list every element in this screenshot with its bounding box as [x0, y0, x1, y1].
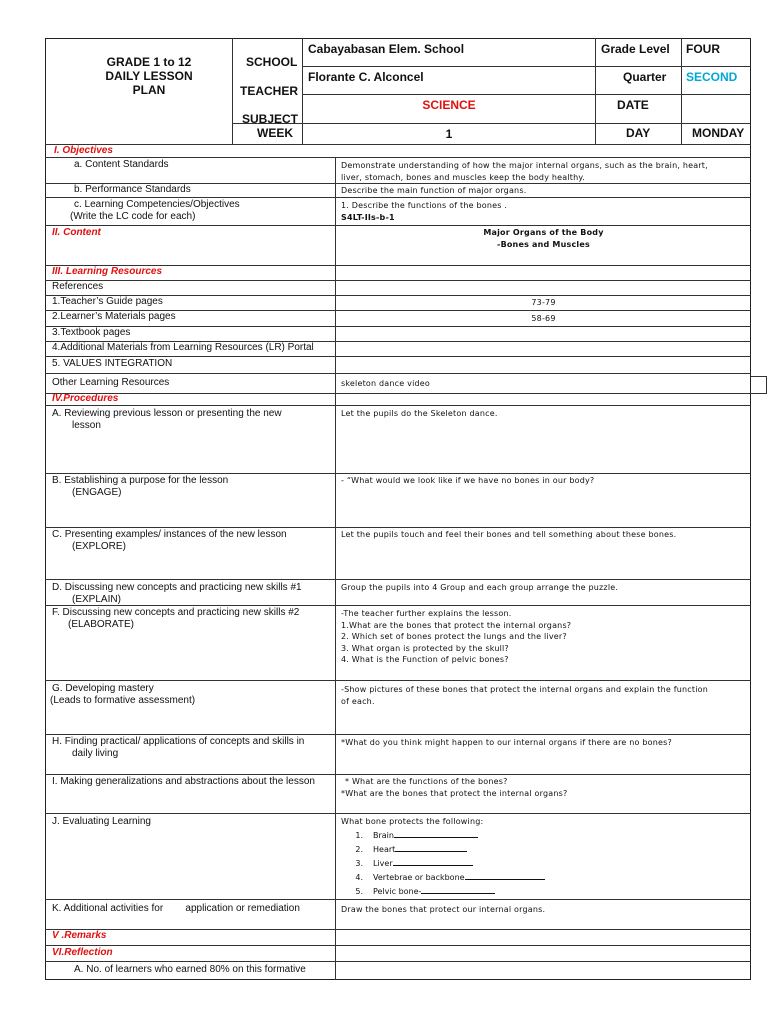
- grid-line: [45, 680, 751, 681]
- list-item: 4. Vertebrae or backbone: [341, 870, 545, 884]
- other-resources-label: Other Learning Resources: [52, 377, 170, 388]
- grade-level-value: FOUR: [686, 42, 720, 56]
- grid-line: [232, 38, 233, 144]
- remarks-heading: V .Remarks: [52, 930, 107, 941]
- step-a-value: Let the pupils do the Skeleton dance.: [341, 409, 498, 418]
- grid-line: [45, 899, 751, 900]
- grid-line: [45, 405, 751, 406]
- grid-line: [45, 945, 751, 946]
- grid-line: [45, 579, 751, 580]
- step-d-value: Group the pupils into 4 Group and each group arrange the puzzle.: [341, 583, 619, 592]
- evaluation-list: [341, 828, 545, 898]
- teachers-guide-label: 1.Teacher’s Guide pages: [52, 296, 163, 307]
- step-a-label: A. Reviewing previous lesson or presenting the new lesson: [52, 408, 282, 431]
- grid-line: [302, 66, 751, 67]
- teacher-label: TEACHER: [240, 84, 299, 98]
- learners-materials-label: 2.Learner’s Materials pages: [52, 311, 176, 322]
- subject-value: SCIENCE: [422, 98, 476, 112]
- step-f-value: -The teacher further explains the lesson. 1.What are the bones that protect the internal organs? 2. Which set of bones protect the lungs and the liver? 3. What organ is protected by the skull? 4. What is the Function of pelvic bones?: [341, 609, 572, 664]
- week-value: 1: [445, 127, 453, 141]
- grid-line: [335, 157, 336, 980]
- performance-standards-label: b. Performance Standards: [74, 184, 191, 195]
- step-c-label: C. Presenting examples/ instances of the new lesson (EXPLORE): [52, 529, 287, 552]
- step-k-label: K. Additional activities for application or remediation: [52, 903, 300, 914]
- grid-line: [45, 225, 751, 226]
- grid-line: [232, 123, 751, 124]
- textbook-label: 3.Textbook pages: [52, 327, 131, 338]
- step-g-label: G. Developing mastery (Leads to formative assessment): [50, 683, 196, 706]
- school-label: SCHOOL: [246, 55, 298, 69]
- step-g-value: -Show pictures of these bones that protect the internal organs and explain the function of each.: [341, 685, 708, 706]
- step-j-label: J. Evaluating Learning: [52, 816, 151, 827]
- values-label: 5. VALUES INTEGRATION: [52, 358, 173, 369]
- references-label: References: [52, 281, 104, 292]
- step-b-label: B. Establishing a purpose for the lesson (ENGAGE): [52, 475, 229, 498]
- content-standards-label: a. Content Standards: [74, 159, 169, 170]
- other-resources-value: skeleton dance video: [341, 379, 430, 388]
- teacher-value: Florante C. Alconcel: [308, 70, 424, 84]
- step-k-value: Draw the bones that protect our internal organs.: [341, 905, 546, 914]
- school-value: Cabayabasan Elem. School: [308, 42, 465, 56]
- grid-line: [45, 473, 751, 474]
- grid-line: [45, 280, 751, 281]
- grid-line: [45, 527, 751, 528]
- grid-line: [45, 961, 751, 962]
- step-c-value: Let the pupils touch and feel their bones and tell something about these bones.: [341, 530, 677, 539]
- competencies-value: 1. Describe the functions of the bones . S4LT-IIs-b-1: [341, 201, 508, 222]
- performance-standards-value: Describe the main function of major organs.: [341, 186, 527, 195]
- teachers-guide-value: 73-79: [531, 298, 556, 307]
- grid-line: [302, 94, 751, 95]
- list-item: 2. Heart: [341, 842, 545, 856]
- grid-line: [45, 813, 751, 814]
- step-f-label: F. Discussing new concepts and practicing new skills #2 (ELABORATE): [52, 607, 300, 630]
- learning-resources-heading: III. Learning Resources: [52, 266, 163, 277]
- content-heading: II. Content: [52, 227, 101, 238]
- grid-line: [45, 929, 751, 930]
- grid-line: [681, 38, 682, 144]
- grid-line: [45, 144, 751, 145]
- step-h-value: *What do you think might happen to our internal organs if there are no bones?: [341, 738, 672, 747]
- grid-line: [45, 774, 751, 775]
- subject-label: SUBJECT: [242, 112, 299, 126]
- grid-line: [45, 734, 751, 735]
- content-standards-value: Demonstrate understanding of how the major internal organs, such as the brain, heart, liver, stomach, bones and muscles keep the body healthy.: [341, 161, 708, 182]
- grid-line: [45, 373, 751, 374]
- step-j-intro: What bone protects the following:: [341, 817, 484, 826]
- grid-line: [595, 38, 596, 144]
- quarter-value: SECOND: [686, 70, 738, 84]
- side-box: [751, 376, 767, 394]
- step-i-value: * What are the functions of the bones? *What are the bones that protect the internal organs?: [341, 777, 568, 798]
- list-item: 3. Liver: [341, 856, 545, 870]
- week-label: WEEK: [257, 126, 293, 140]
- list-item: 5. Pelvic bone-: [341, 884, 545, 898]
- additional-materials-label: 4.Additional Materials from Learning Resources (LR) Portal: [52, 342, 314, 353]
- grid-line: [45, 326, 751, 327]
- day-value: MONDAY: [692, 126, 745, 140]
- grid-line: [45, 197, 751, 198]
- step-b-value: - “What would we look like if we have no bones in our body?: [341, 476, 595, 485]
- objectives-heading: I. Objectives: [54, 145, 113, 156]
- grid-line: [45, 393, 751, 394]
- lesson-plan-title: GRADE 1 to 12 DAILY LESSON PLAN: [105, 55, 193, 97]
- reflection-heading: VI.Reflection: [52, 947, 113, 958]
- competencies-label: c. Learning Competencies/Objectives (Write the LC code for each): [70, 199, 240, 222]
- learners-materials-value: 58-69: [531, 314, 556, 323]
- grid-line: [45, 356, 751, 357]
- grade-level-label: Grade Level: [601, 42, 670, 56]
- step-d-label: D. Discussing new concepts and practicing new skills #1 (EXPLAIN): [52, 582, 302, 605]
- procedures-heading: IV.Procedures: [52, 393, 119, 404]
- reflection-a-label: A. No. of learners who earned 80% on this formative: [74, 964, 306, 975]
- quarter-label: Quarter: [623, 70, 667, 84]
- step-i-label: I. Making generalizations and abstractions about the lesson: [52, 776, 315, 787]
- list-item: 1. Brain: [341, 828, 545, 842]
- step-h-label: H. Finding practical/ applications of concepts and skills in daily living: [52, 736, 305, 759]
- grid-line: [45, 157, 751, 158]
- content-value: Major Organs of the Body -Bones and Muscles: [483, 228, 604, 249]
- date-label: DATE: [617, 98, 649, 112]
- day-label: DAY: [626, 126, 651, 140]
